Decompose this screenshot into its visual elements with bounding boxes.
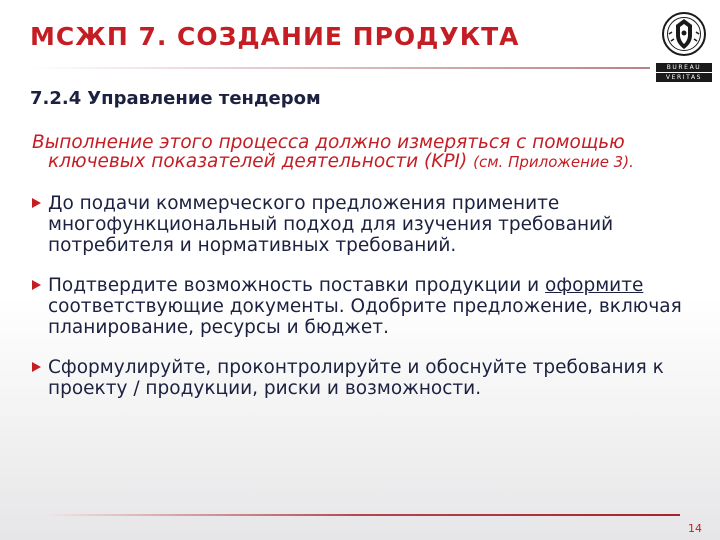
bullet-item [32,357,692,399]
logo-bureau-text: BUREAU [656,63,712,72]
bullet-item [32,275,692,338]
intro-reference: (см. Приложение 3). [473,153,634,171]
bullet-arrow-icon [32,280,41,290]
intro-paragraph [32,133,692,172]
bullet-text: До подачи коммерческого предложения примените многофункциональный подход для изучения требований потребителя и нормативных требований. [48,193,614,256]
bullet-text: Сформулируйте, проконтролируйте и обоснуйте требования к проекту / продукции, риски и возможности. [48,357,664,399]
intro-text: Выполнение этого процесса должно измеряться с помощью ключевых показателей деятельности (KPI) [32,132,625,172]
bullet-underlined-text: оформите [545,275,644,296]
section-heading [30,88,321,109]
bullet-item [32,193,692,256]
bullet-arrow-icon [32,362,41,372]
section-title: Управление тендером [87,88,321,109]
page-number: 14 [688,522,702,535]
bureau-veritas-emblem-icon [656,10,712,62]
footer-divider [50,514,680,516]
bullet-arrow-icon [32,198,41,208]
header-divider [28,67,650,69]
section-number: 7.2.4 [30,88,82,109]
slide-body [32,133,692,418]
company-logo [656,10,712,82]
bullet-text: Подтвердите возможность поставки продукции и [48,275,540,296]
bullet-text: соответствующие документы. Одобрите предложение, включая планирование, ресурсы и бюджет. [48,296,682,338]
logo-veritas-text: VERITAS [656,73,712,82]
slide-title: МСЖП 7. СОЗДАНИЕ ПРОДУКТА [30,22,520,51]
